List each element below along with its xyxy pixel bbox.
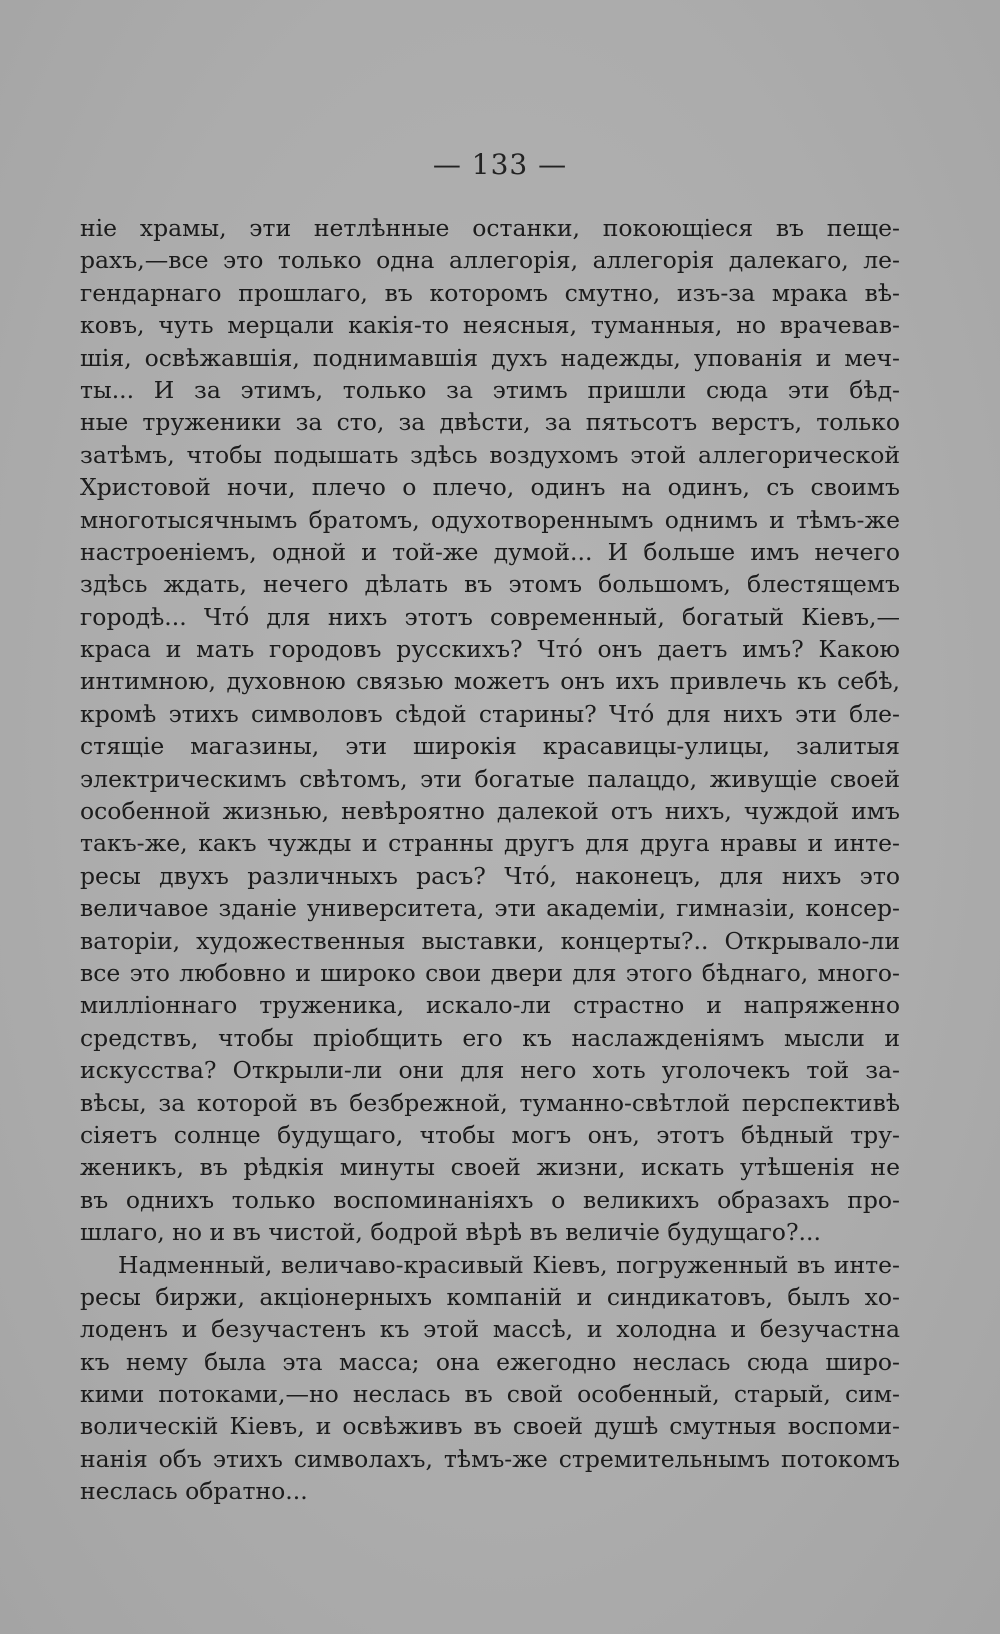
text-line: въ однихъ только воспоминаніяхъ о великихъ образахъ про- [80,1185,900,1214]
text-line: ресы биржи, акціонерныхъ компаній и синдикатовъ, былъ хо- [80,1282,900,1311]
text-line: ковъ, чуть мерцали какія-то неясныя, туманныя, но врачевав- [80,311,900,340]
text-line: ные труженики за сто, за двѣсти, за пятьсотъ верстъ, только [80,408,900,437]
text-line: милліоннаго труженика, искало-ли страстно и напряженно [80,991,900,1020]
text-line: шлаго, но и въ чистой, бодрой вѣрѣ въ величіе будущаго?... [80,1218,821,1247]
text-line: къ нему была эта масса; она ежегодно неслась сюда широ- [80,1347,900,1376]
text-line: здѣсь ждать, нечего дѣлать въ этомъ большомъ, блестящемъ [80,570,900,599]
text-line: шія, освѣжавшія, поднимавшія духъ надежды, упованія и меч- [80,343,900,372]
text-line: ніе храмы, эти нетлѣнные останки, покоющіеся въ пеще- [80,214,900,242]
text-line: такъ-же, какъ чужды и странны другъ для друга нравы и инте- [80,829,900,858]
text-line: женикъ, въ рѣдкія минуты своей жизни, искать утѣшенія не [80,1153,900,1182]
text-line: величавое зданіе университета, эти академіи, гимназіи, консер- [80,894,900,923]
text-line: интимною, духовною связью можетъ онъ ихъ привлечь къ себѣ, [80,667,900,696]
text-line: электрическимъ свѣтомъ, эти богатые палацдо, живущіе своей [80,764,900,793]
text-line: городѣ... Чтó для нихъ этотъ современный, богатый Кіевъ,— [80,602,900,631]
text-line: краса и мать городовъ русскихъ? Чтó онъ даетъ имъ? Какою [80,635,900,664]
text-line: искусства? Открыли-ли они для него хоть уголочекъ той за- [80,1056,900,1085]
text-line: ты... И за этимъ, только за этимъ пришли сюда эти бѣд- [80,375,900,404]
text-line: ваторіи, художественныя выставки, концерты?.. Открывало-ли [80,926,900,955]
text-line: рахъ,—все это только одна аллегорія, аллегорія далекаго, ле- [80,246,900,275]
text-line: волическій Кіевъ, и освѣживъ въ своей душѣ смутныя воспоми- [80,1412,900,1441]
text-line: затѣмъ, чтобы подышать здѣсь воздухомъ этой аллегорической [80,440,900,469]
paragraph-1 [80,212,900,1249]
text-line: ресы двухъ различныхъ расъ? Чтó, наконецъ, для нихъ это [80,861,900,890]
paragraph-2 [80,1249,900,1508]
text-line: сіяетъ солнце будущаго, чтобы могъ онъ, этотъ бѣдный тру- [80,1120,900,1149]
text-line: кими потоками,—но неслась въ свой особенный, старый, сим- [80,1380,900,1409]
text-line: неслась обратно... [80,1477,308,1506]
text-line: стящіе магазины, эти широкія красавицы-улицы, залитыя [80,732,900,761]
text-line: Христовой ночи, плечо о плечо, одинъ на одинъ, съ своимъ [80,473,900,502]
text-line: средствъ, чтобы пріобщить его къ наслажденіямъ мысли и [80,1023,900,1052]
text-line: нанія объ этихъ символахъ, тѣмъ-же стремительнымъ потокомъ [80,1444,900,1473]
text-line: особенной жизнью, невѣроятно далекой отъ нихъ, чуждой имъ [80,797,900,826]
text-line: все это любовно и широко свои двери для этого бѣднаго, много- [80,958,900,987]
body-text [80,212,900,1508]
text-line: кромѣ этихъ символовъ сѣдой старины? Чтó для нихъ эти бле- [80,699,900,728]
text-line: настроеніемъ, одной и той-же думой... И больше имъ нечего [80,537,900,566]
text-line: Надменный, величаво-красивый Кіевъ, погруженный въ инте- [118,1250,900,1279]
page-number: — 133 — [432,148,568,181]
text-line: многотысячнымъ братомъ, одухотвореннымъ однимъ и тѣмъ-же [80,505,900,534]
text-line: вѣсы, за которой въ безбрежной, туманно-свѣтлой перспективѣ [80,1088,900,1117]
text-line: гендарнаго прошлаго, въ которомъ смутно, изъ-за мрака вѣ- [80,278,900,307]
text-line: лоденъ и безучастенъ къ этой массѣ, и холодна и безучастна [80,1315,900,1344]
